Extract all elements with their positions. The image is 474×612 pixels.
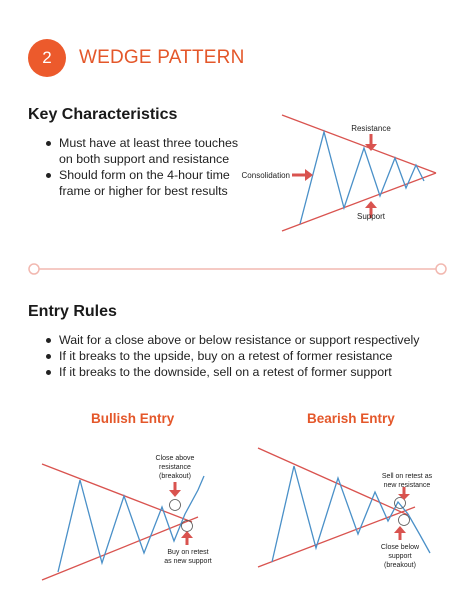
wedge-diagram: [242, 115, 436, 231]
bullish-entry-title: Bullish Entry: [91, 411, 175, 426]
bearish-sell-label-2: new resistance: [383, 482, 431, 489]
bullish-entry-diagram: [42, 455, 212, 580]
resistance-label: Resistance: [351, 124, 391, 133]
section-title: WEDGE PATTERN: [79, 47, 245, 68]
bearish-entry-diagram: [258, 448, 433, 569]
entry-rules-heading: Entry Rules: [28, 303, 117, 320]
bearish-breakout-circle: [399, 515, 410, 526]
list-item: Wait for a close above or below resistance or support respectively: [44, 332, 454, 348]
support-arrow-icon: [365, 201, 377, 208]
list-item-line: Should form on the 4-hour time: [59, 168, 230, 182]
bullish-buy-label-1: Buy on retest: [167, 549, 209, 556]
bearish-sell-label-1: Sell on retest as: [381, 473, 433, 480]
list-item-line: on both support and resistance: [59, 152, 230, 166]
divider-end-dot: [436, 264, 446, 274]
bearish-close-label-3: (breakout): [384, 562, 416, 569]
entry-rules-list: [44, 332, 454, 380]
bullish-buy-arrow-icon: [181, 531, 193, 538]
section-divider: [29, 264, 446, 274]
list-item-line: Must have at least three touches: [59, 136, 239, 150]
list-item-line: frame or higher for best results: [59, 184, 228, 198]
bullish-close-arrow-icon: [169, 490, 181, 497]
support-label: Support: [356, 212, 386, 221]
bullish-close-label-2: resistance: [159, 464, 191, 471]
divider-start-dot: [29, 264, 39, 274]
section-number-badge: 2: [28, 39, 66, 77]
bullish-retest-circle: [182, 521, 193, 532]
bearish-close-label-1: Close below: [380, 544, 420, 551]
bullish-buy-label-2: as new support: [164, 558, 212, 565]
bearish-entry-title: Bearish Entry: [307, 411, 395, 426]
bearish-sell-arrow-icon: [398, 494, 410, 500]
list-item: If it breaks to the upside, buy on a retest of former resistance: [44, 348, 454, 364]
bearish-close-label-2: support: [388, 553, 412, 560]
bearish-close-arrow-icon: [394, 526, 406, 533]
bullish-close-label-1: Close above: [155, 455, 195, 462]
bullish-close-label-3: (breakout): [159, 473, 191, 480]
key-characteristics-heading: Key Characteristics: [28, 106, 178, 123]
consolidation-label: Consolidation: [241, 171, 290, 180]
list-item: If it breaks to the downside, sell on a retest of former support: [44, 364, 454, 380]
bullish-breakout-circle: [170, 500, 181, 511]
